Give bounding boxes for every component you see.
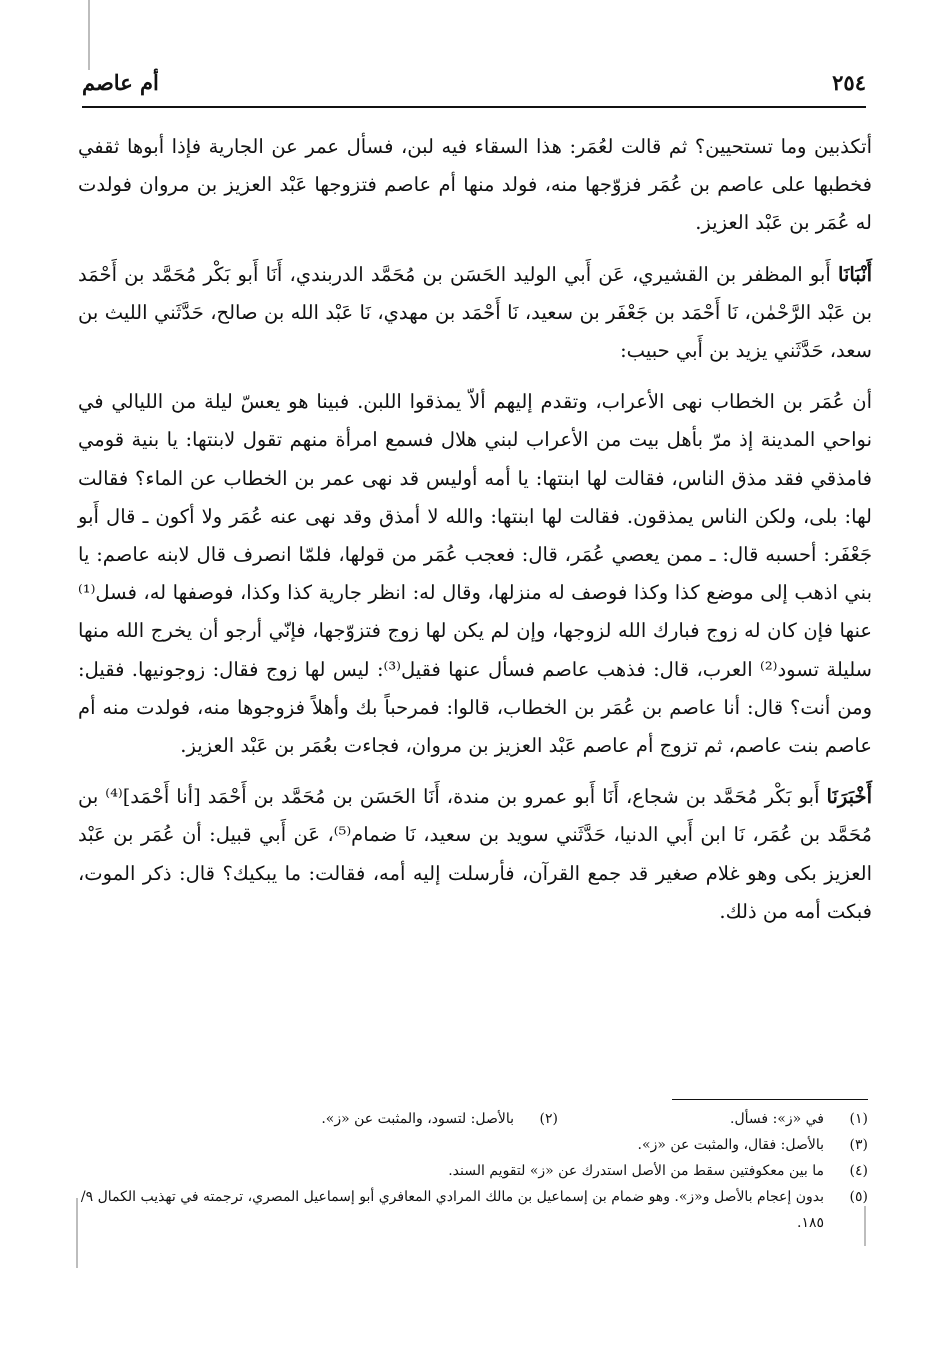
footnote-rule — [672, 1099, 868, 1100]
footnote-text: بدون إعجام بالأصل و«ز». وهو ضمام بن إسماعيل بن مالك المرادي المعافري أبو إسماعيل المصري، ترجمته في تهذيب الكمال ٩/ ١٨٥. — [80, 1189, 824, 1231]
scan-artifact-line — [88, 0, 90, 70]
footnote-row — [78, 1184, 868, 1236]
page-header — [82, 62, 866, 102]
paragraph — [78, 128, 872, 243]
paragraph — [78, 256, 872, 371]
footnote-item — [248, 1106, 558, 1132]
footnote-number: (٥) — [849, 1189, 868, 1205]
running-title: أم عاصم — [82, 69, 159, 95]
footnote-text: في «ز»: فسأل. — [730, 1111, 824, 1127]
footnote-number: (٣) — [849, 1137, 868, 1153]
paragraph-text: أَبو المظفر بن القشيري، عَن أَبي الوليد الحَسَن بن مُحَمَّد الدربندي، أَنَا أَبو بَكْر مُحَمَّد بن أَحْمَد بن عَبْد الرَّحْمٰن، نَا أَحْمَد بن جَعْفَر بن سعيد، نَا أَحْمَد بن مهدي، نَا عَبْد الله بن صالح، حَدَّثَني الليث بن سعد، حَدَّثَني يزيد بن أَبي حبيب: — [78, 262, 872, 363]
isnad-lead-word: أَنْبَانَا — [837, 262, 872, 286]
footnote-number: (٤) — [849, 1163, 868, 1179]
paragraph-text: أتكذبين وما تستحيين؟ ثم قالت لعُمَر: هذا السقاء فيه لبن، فسأل عمر عن الجارية فإذا أبوها ثقفي فخطبها على عاصم بن عُمَر فزوّجها منه، فولد منها أم عاصم فتزوجها عَبْد العزيز بن مروان فولدت له عُمَر بن عَبْد العزيز. — [78, 135, 872, 235]
footnote-number: (١) — [849, 1111, 868, 1127]
main-text — [78, 128, 872, 931]
footnote-text: بالأصل: لتسود، والمثبت عن «ز». — [321, 1111, 514, 1127]
footnotes — [78, 1106, 868, 1236]
paragraph — [78, 383, 872, 765]
footnote-row — [78, 1132, 868, 1158]
paragraph — [78, 778, 872, 931]
footnote-row — [78, 1158, 868, 1184]
page-number: ٢٥٤ — [832, 69, 866, 95]
footnote-text: ما بين معكوفتين سقط من الأصل استدرك عن «ز» لتقويم السند. — [448, 1163, 824, 1179]
paragraph-text: أَبو بَكْر مُحَمَّد بن شجاع، أَنَا أَبو عمرو بن مندة، أَنَا الحَسَن بن مُحَمَّد بن أَحْمَد [أنا أَحْمَد]⁽⁴⁾ بن مُحَمَّد بن عُمَر، نَا ابن أَبي الدنيا، حَدَّثَني سويد بن سعيد، نَا ضمام⁽⁵⁾، عَن أَبي قبيل: أن عُمَر بن عَبْد العزيز بكى وهو غلام صغير قد جمع القرآن، فأرسلت إليه أمه، فقالت: ما يبكيك؟ قال: ذكر الموت، فبكت أمه من ذلك. — [78, 785, 872, 923]
footnote-row — [78, 1106, 868, 1132]
footnote-item — [558, 1106, 868, 1132]
footnote-text: بالأصل: فقال، والمثبت عن «ز». — [637, 1137, 824, 1153]
header-rule — [82, 106, 866, 108]
footnote-number: (٢) — [539, 1111, 558, 1127]
isnad-lead-word: أَخْبَرَنَا — [826, 785, 872, 809]
paragraph-text: أن عُمَر بن الخطاب نهى الأعراب، وتقدم إليهم ألاّ يمذقوا اللبن. فبينا هو يعسّ ليلة من الليالي في نواحي المدينة إذ مرّ بأهل بيت من الأعراب لبني هلال فسمع امرأة منهم تقول لابنتها: يا بنية قومي فامذقي فقد مذق الناس، فقالت لها ابنتها: يا أمه أوليس قد نهى عمر بن الخطاب عن الماء؟ فقالت لها: بلى، ولكن الناس يمذقون. فقالت لها ابنتها: والله لا أمذق وقد نهى عنه عُمَر ولا أكون ـ قال أَبو جَعْفَر: أحسبه قال: ـ ممن يعصي عُمَر، قال: فعجب عُمَر من قولها، فلمّا انصرف قال لابنه عاصم: يا بني اذهب إلى موضع كذا وكذا فوصف له منزلها، وقال له: انظر جارية كذا وكذا، فوصفها له، فسل⁽¹⁾ عنها فإن كان له زوج فبارك الله لزوجها، وإن لم يكن لها زوج فتزوّجها، فإنّي أرجو أن يخرج الله منها سليلة تسود⁽²⁾ العرب، قال: فذهب عاصم فسأل عنها فقيل⁽³⁾: ليس لها زوج فقال: زوجونيها. فقيل: ومن أنت؟ قال: أنا عاصم بن عُمَر بن الخطاب، قالوا: فمرحباً بك وأهلاً فزوجوها منه، فولدت منه أم عاصم بنت عاصم، ثم تزوج أم عاصم عَبْد العزيز بن مروان، فجاءت بعُمَر بن عَبْد العزيز. — [78, 390, 872, 758]
